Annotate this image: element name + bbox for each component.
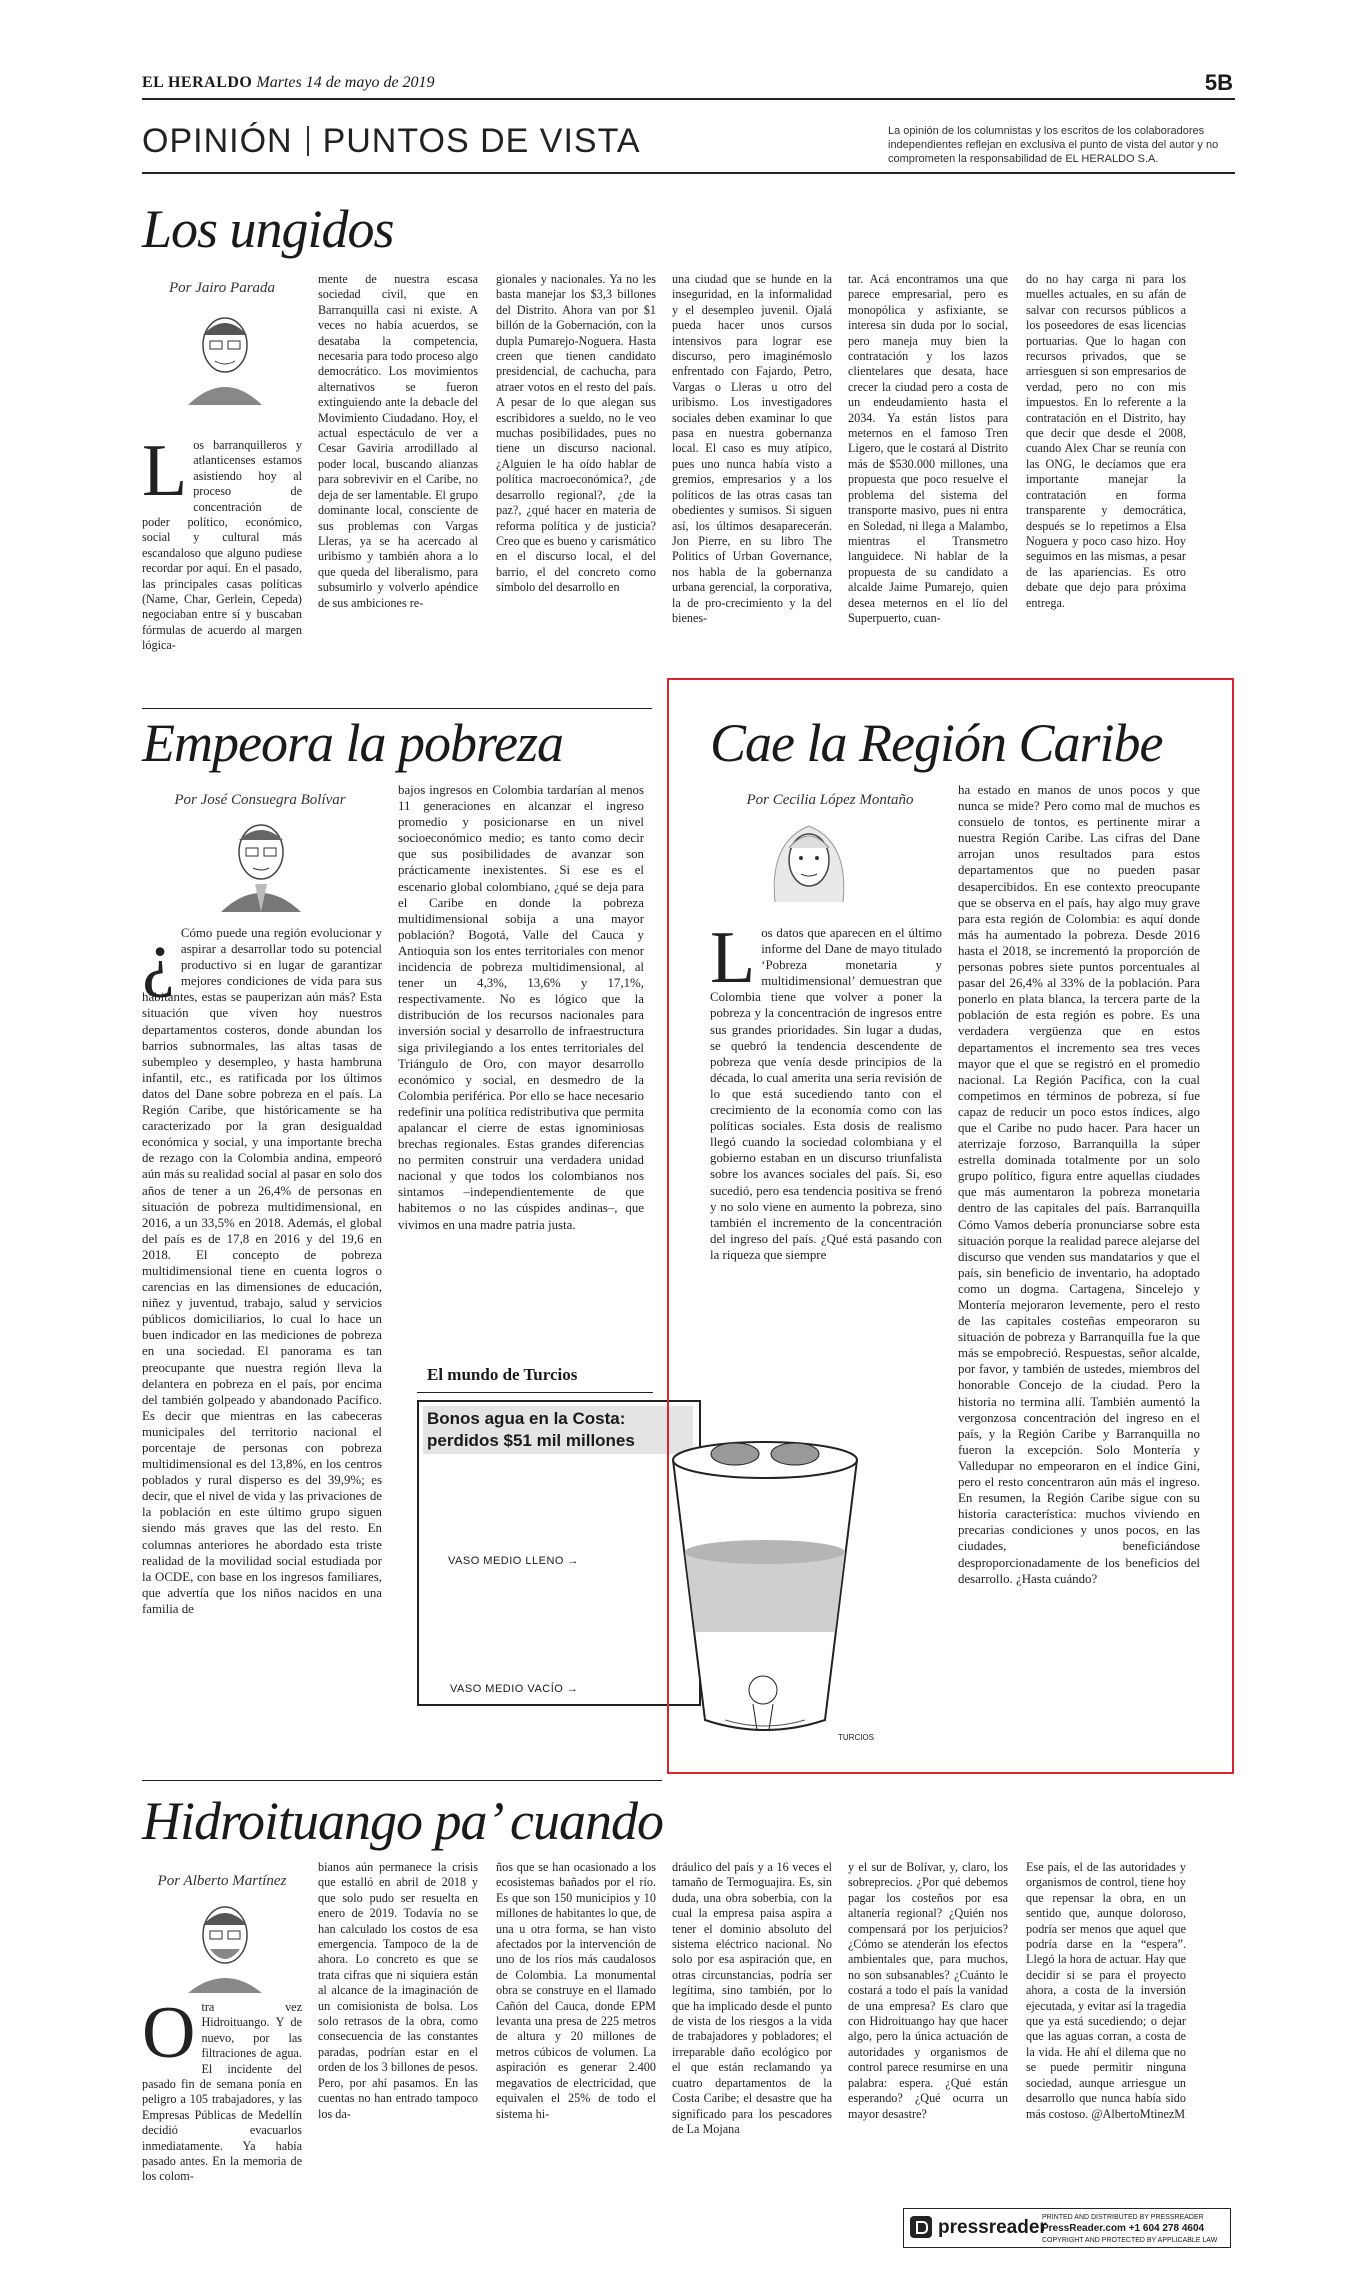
headline-cae-region-caribe: Cae la Región Caribe [710, 713, 1163, 773]
masthead [142, 74, 435, 92]
article4-col3: ños que se han ocasionado a los ecosistemas bañados por el río. Es que son 150 municipios y 10 millones de habitantes lo que, de una u otra forma, se han visto afectados por la intervención de uno de los ríos más caudalosos de Colombia. La monumental obra se construye en el llamado Cañón del Cauca, donde EPM levanta una presa de 225 metros de altura y 20 millones de metros cúbicos de volumen. La aspiración es generar 2.400 megavatios de electricidad, que equivalen el 25% de todo el sistema hi- [496, 1860, 656, 2121]
article3-col1: L os datos que aparecen en el último informe del Dane de mayo titulado ‘Pobreza monetaria y multidimensional’ demuestran que Colombia tiene que volver a poner la pobreza y la concentración de ingresos entre sus grandes prioridades. Sin lugar a dudas, se quebró la tendencia descendente de pobreza que venía desde principios de la década, lo cual amerita una seria revisión de lo que está sucediendo tanto con el crecimiento de la economía como con las políticas sociales. Esta dosis de realismo llegó cuando la sociedad colombiana y el gobierno estaban en un discurso triunfalista sobre los avances sociales del país. Si, eso sucedió, pero esa tendencia positiva se frenó y no solo viene en aumento la pobreza, sino también el incremento de la concentración del ingreso del país. ¿Qué está pasando con la riqueza que siempre [710, 925, 942, 1262]
cartoon-rule [417, 1392, 653, 1393]
pressreader-copyright: COPYRIGHT AND PROTECTED BY APPLICABLE LAW [1042, 2237, 1218, 2244]
article4-col4: dráulico del país y a 16 veces el tamaño de Termoguajira. Es, sin duda, una obra soberbia, con la cual la empresa paisa aspira a tener el dominio absoluto del sistema eléctrico nacional. No solo por esa aspiración que, en otras circunstancias, podría ser legítima, sino también, por lo que ha implicado desde el punto de vista de los riesgos a la vida de trabajadores y pobladores; el irreparable daño ecológico por el que están reclamando ya cuatro departamentos de la Costa Caribe; el desastre que ha significado para los pescadores de La Mojana [672, 1860, 832, 2136]
section-opinion: OPINIÓN [142, 122, 293, 160]
section-header [142, 122, 641, 161]
article4-col2: bianos aún permanece la crisis que estalló en abril de 2018 y que solo pudo ser resuelta en enero de 2019. Todavía no se han calculado los costos de esa emergencia. Tampoco de la de ahora. Lo concreto es que se trata cifras que ni siquiera están al alcance de la imaginación de un comisionista de bolsa. Los solo retrasos de la obra, como consecuencia de las constantes paradas, podrían estar en el orden de los 3 billones de pesos. Pero, por ahí pasamos. En las cuentas no han entrado tampoco los da- [318, 1860, 478, 2121]
article1-col5: tar. Acá encontramos una que parece empresarial, pero es monopólica y asfixiante, se interesa sin duda por lo social, pero maneja muy bien la contratación y los lazos clientelares que desata, hace crecer la ciudad pero a costa de un endeudamiento hasta el 2034. Ya están listos para meternos en el famoso Tren Ligero, que le costará al Distrito más de $530.000 millones, una propuesta que poco resuelve el problema del sistema del transporte masivo, pues ni entra en Soledad, ni llega a Malambo, mientras el Transmetro languidece. Ni hablar de la propuesta de su candidato a alcalde Jaime Pumarejo, quien desea meternos en el lío del Superpuerto, cuan- [848, 272, 1008, 625]
pressreader-url: PressReader.com +1 604 278 4604 [1042, 2223, 1205, 2234]
issue-date: Martes 14 de mayo de 2019 [256, 74, 435, 91]
page-number: 5B [1204, 70, 1233, 95]
label-vaso-lleno: VASO MEDIO LLENO → [448, 1555, 580, 1567]
headline-los-ungidos: Los ungidos [142, 199, 394, 259]
byline-jose-consuegra: Por José Consuegra Bolívar [174, 792, 346, 808]
byline-cecilia-lopez: Por Cecilia López Montaño [746, 792, 914, 808]
article3-col2: ha estado en manos de unos pocos y que nunca se mide? Pero como mal de muchos es consuelo de tontos, es pertinente mirar a nuestra Región Caribe. Las cifras del Dane arrojan unos resultados para estos departamentos que no pueden pasar desapercibidos. En ese contexto preocupante que se observa en el país, hay algo muy grave para esta región de Colombia: es aquí donde más ha aumentado la pobreza. Desde 2016 hasta el 2018, se incrementó la proporción de personas pobres siete puntos porcentuales al pasar del 26,4% al 33% de la población. Para ponerlo en plata blanca, la tercera parte de la población de esta región es pobre. Es una verdadera vergüenza que en estos departamentos el incremento sea tres veces mayor que el que se registró en el promedio nacional. La Región Pacífica, con la cual competimos en términos de pobreza, sí fue capaz de reducir un poco estos índices, algo que el Caribe no pudo hacer. Para hacer un aterrizaje forzoso, Barranquilla la súper estrella dominada totalmente por un solo grupo político, figura entre aquellas ciudades que más aumentaron la pobreza monetaria dentro de las capitales del país. Barranquilla Cómo Vamos debería pronunciarse sobre esta situación porque la realidad parece alejarse del discurso que venden sus mandatarios y que el país, sin beneficio de inventario, ha adoptado como un dogma. Cartagena, Sincelejo y Montería mejoraron levemente, pero el resto de las capitales costeñas empeoraron su situación de pobreza y Barranquilla fue la que más se empobreció. Respuestas, señor alcalde, por favor, y también de ustedes, miembros del honorable Concejo de la ciudad. Pero la historia no termina allí. También aumentó la vergonzosa concentración del ingreso en el país, y la Región Caribe y Barranquilla no fueron la excepción. Solo Montería y Valledupar no empeoraron en el índice Gini, pero el resto concentraron aún más el ingreso. En resumen, la Región Caribe sigue con su historia característica: muchos viviendo en precarias condiciones y unos pocos, en las ciudades, beneficiándose desproporcionadamente de los beneficios del desarrollo. ¿Hasta cuándo? [958, 783, 1200, 1586]
cartoon-section-title: El mundo de Turcios [427, 1365, 578, 1384]
dropcap: L [142, 438, 188, 512]
dropcap: L [710, 925, 756, 999]
section-puntos: PUNTOS DE VISTA [322, 122, 641, 160]
disclaimer: La opinión de los columnistas y los escritos de los colaboradores independientes reflejan en exclusiva el punto de vista del autor y no comprometen la responsabilidad de EL HERALDO S.A. [888, 125, 1219, 165]
pressreader-badge [903, 2208, 1231, 2248]
portrait-cecilia-lopez [755, 812, 863, 912]
divider-article4 [142, 1780, 662, 1781]
headline-empeora-pobreza: Empeora la pobreza [142, 713, 563, 773]
portrait-alberto-martinez [182, 1893, 268, 1993]
dropcap: O [142, 2000, 196, 2074]
section-rule [142, 172, 1235, 174]
byline-jairo-parada: Por Jairo Parada [168, 280, 276, 296]
pressreader-printed: PRINTED AND DISTRIBUTED BY PRESSREADER [1042, 2214, 1204, 2221]
cartoon-signature: TURCIOS [838, 1733, 874, 1742]
dropcap: ¿ [142, 925, 175, 999]
paper-name: EL HERALDO [142, 74, 253, 91]
article1-col1: L os barranquilleros y atlanticenses estamos asistiendo hoy al proceso de concentración de poder político, económico, social y cultural más escandaloso que alguno pudiese recordar por aquí. En el pasado, las principales casas políticas (Name, Char, Gerlein, Cepeda) negociaban entre sí y buscaban fórmulas de acuerdo al margen lógica- [142, 438, 302, 653]
article2-col2: bajos ingresos en Colombia tardarían al menos 11 generaciones en alcanzar el ingreso promedio y posicionarse en un nivel socioeconómico medio; es tanto como decir que sus posibilidades de avanzar son prácticamente inexistentes. Si ese es el escenario global colombiano, ¿qué se deja para el Caribe en donde la pobreza multidimensional sobija a una mayor población? Bogotá, Valle del Cauca y Antioquia son los entes territoriales con menor incidencia de pobreza multidimensional, al tener un 4,3%, 13,6% y 17,1%, respectivamente. No es lógico que la distribución de los recursos nacionales para inversión social y desarrollo de infraestructura siga privilegiando a los entes territoriales del Triángulo de Oro, con mayor desarrollo económico y social, en desmedro de la Colombia periférica. Por ello se hace necesario redefinir una política redistributiva que permita apalancar el cierre de estas ignominiosas brechas regionales. Estas grandes diferencias no permiten construir una verdadera unidad nacional y que todos los colombianos nos sintamos –independientemente de que habitemos o no las cúspides andinas–, que vivimos en una madre patria justa. [398, 783, 644, 1232]
article2-col1: ¿ Cómo puede una región evolucionar y aspirar a desarrollar todo su potencial productivo si en lugar de garantizar mejores condiciones de vida para sus habitantes, estas se pauperizan aún más? Esta situación que viven hoy nuestros departamentos costeros, donde abundan los barrios subnormales, las altas tasas de subempleo y desempleo, y hasta hambruna infantil, etc., es ratificada por los últimos datos del Dane sobre pobreza en el país. La Región Caribe, que históricamente se ha caracterizado por la gran desigualdad económica y social, y una importante brecha de rezago con la Colombia andina, empeoró aún más su realidad social al pasar en solo dos años de tener a un 26,4% de personas en situación de pobreza multidimensional, en 2016, a un 33,5% en 2018. Además, el global del país es de 17,8 en 2016 y del 19,6 en 2018. El concepto de pobreza multidimensional tiene en cuenta logros o carencias en las dimensiones de educación, niñez y juventud, trabajo, salud y servicios públicos domiciliarios, lo cual lo hace un buen indicador en las mediciones de pobreza en una sociedad. El panorama es tan preocupante que nuestra región lleva la delantera en pobreza en el país, por encima del también golpeado y abandonado Pacífico. Es decir que mientras en las cabeceras municipales del territorio nacional el porcentaje de personas con pobreza multidimensional es del 13,8%, en los centros poblados y rural disperso es del 39,9%; es decir, que el nivel de vida y las privaciones de la población en este último grupo siguen siendo más graves que las del resto. En columnas anteriores he abordado esta triste realidad de la movilidad social estudiada por la OCDE, con base en los ingresos familiares, que advertía que los niños nacidos en una familia de [142, 925, 382, 1616]
portrait-jairo-parada [182, 305, 268, 405]
divider-article2 [142, 708, 652, 709]
cartoon-caption: Bonos agua en la Costa: perdidos $51 mil millones [423, 1406, 693, 1454]
portrait-jose-consuegra [215, 812, 307, 912]
article1-col6: do no hay carga ni para los muelles actuales, en su afán de salvar con recursos públicos a los poseedores de esas licencias portuarias. Que lo hagan con recursos privados, que se arriesguen si son empresarios de verdad, pero no con mis impuestos. En lo referente a la contratación en el Distrito, hay que decir que desde el 2008, cuando Alex Char se reunía con las ONG, le decíamos que era importante manejar la contratación en forma transparente y democrática, después se lo repetimos a Elsa Noguera y poco caso hizo. Hoy seguimos en las mismas, a pesar de las apariencias. Es otro debate que dejo para próxima entrega. [1026, 272, 1186, 610]
article4-col5: y el sur de Bolívar, y, claro, los sobreprecios. ¿Por qué debemos pagar los costeños por esa altanería regional? ¿Quién nos compensará por los perjuicios? ¿Cómo se atenderán los efectos ambientales que, para muchos, no son subsanables? ¿Cuánto le costará a todo el país la vanidad de una empresa? Es claro que con Hidroituango hay que hacer algo, pero la única actuación de autoridades y organismos de control parece resumirse en una palabra: espera. ¿Qué están esperando? ¿Qué ocurra un mayor desastre? [848, 1860, 1008, 2121]
headline-hidroituango: Hidroituango pa’ cuando [142, 1791, 663, 1851]
article4-col6: Ese país, el de las autoridades y organismos de control, tiene hoy que repensar la obra, en un sentido que, aunque doloroso, podría ser menos que aquel que podría darse en la “espera”. Llegó la hora de actuar. Hay que decidir si se para el proyecto ahora, a costa de la inversión ejecutada, y evitar así la tragedia que ya está sucediendo; o dejar que las aguas corran, a costa de la vida. He ahí el dilema que no se puede permitir ninguna sociedad, aunque arriesgue un desarrollo que nunca había sido más costoso. @AlbertoMtinezM [1026, 1860, 1186, 2121]
pressreader-logo-icon [910, 2216, 932, 2238]
pressreader-brand: pressreader [938, 2217, 1047, 2238]
label-vaso-vacio: VASO MEDIO VACÍO → [450, 1683, 579, 1695]
article1-col2: mente de nuestra escasa sociedad civil, que en Barranquilla casi ni existe. A veces no había acuerdos, se desataba la competencia, necesaria para todo proceso algo democrático. Los movimientos alternativos se fueron extinguiendo ante la debacle del Movimiento Ciudadano. Hoy, el actual espectáculo de ver a Cesar Gaviria arrodillado al poder local, buscando alianzas para sobrevivir en el Caribe, no deja de ser lamentable. El grupo dominante local, consciente de sus problemas con Vargas Lleras, ya se ha acercado al uribismo y también ahora a lo que queda del liberalismo, para subsumirlo y volverlo apéndice de sus ambiciones re- [318, 272, 478, 610]
byline-alberto-martinez: Por Alberto Martínez [157, 1873, 287, 1889]
masthead-rule [142, 98, 1235, 100]
section-divider [307, 126, 309, 156]
article1-col3: gionales y nacionales. Ya no les basta manejar los $3,3 billones del Distrito. Ahora van por $1 billón de la Gobernación, con la dupla Pumarejo-Noguera. Hasta creen que tienen candidato presidencial, de cachucha, para atraer votos en el resto del país. A pesar de lo que alegan sus escribidores a sueldo, no le veo muchas posibilidades, pues no tiene un discurso nacional. ¿Alguien le ha oído hablar de política macroeconómica?, ¿de desarrollo regional?, ¿de la paz?, ¿qué hacer en materia de reforma política y de justicia? Creo que es bueno y carismático en el discurso local, el del barrio, el del concreto como símbolo del desarrollo en [496, 272, 656, 595]
article4-col1: O tra vez Hidroituango. Y de nuevo, por las filtraciones de agua. El incidente del pasado fin de semana ponía en peligro a 105 trabajadores, y las Empresas Públicas de Medellín decidió evacuarlos inmediatamente. Ya había pasado antes. En la memoria de los colom- [142, 2000, 302, 2184]
article1-col4: una ciudad que se hunde en la inseguridad, en la informalidad y el desempleo juvenil. Ojalá pueda hacer unos cursos intensivos para lograr ese discurso, pero imaginémoslo enfrentado con Fajardo, Petro, Vargas o Lleras u otro del uribismo. Los investigadores sociales deben examinar lo que pasa en nuestra gobernanza local. El caso es muy atípico, pues uno nunca había visto a gremios, empresarios y a los políticos de las otras casas tan obedientes y sumisos. Si siguen así, los últimos desaparecerán. Jon Pierre, en su libro The Politics of Urban Governance, nos habla de la gobernanza urbana gerencial, la corporativa, la de pro-crecimiento y la del bienes- [672, 272, 832, 625]
